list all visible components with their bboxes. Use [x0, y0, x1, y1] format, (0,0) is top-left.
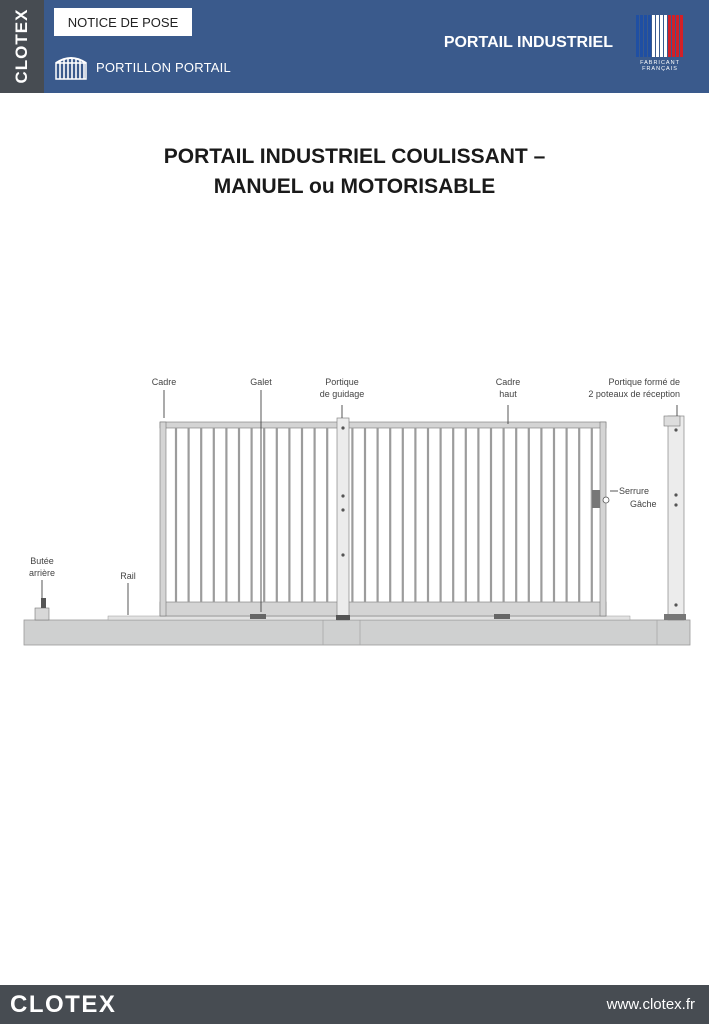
label-cadre-haut-1: Cadre — [495, 377, 521, 387]
gate-icon — [54, 53, 88, 81]
roller — [494, 614, 510, 619]
roller — [250, 614, 266, 619]
rear-stop — [35, 598, 49, 620]
label-galet: Galet — [250, 377, 272, 387]
document-title — [60, 142, 649, 202]
brand-logo-vertical: CLOTEX — [12, 8, 31, 84]
gate-diagram — [0, 360, 709, 660]
subcategory — [54, 52, 231, 82]
label-portique-2: de guidage — [319, 389, 365, 399]
concrete-slab — [24, 620, 690, 645]
label-reception-2: 2 poteaux de réception — [588, 389, 680, 399]
footer-logo: CLOTEX — [10, 991, 117, 1018]
label-butee-1: Butée — [30, 556, 54, 566]
label-cadre: Cadre — [151, 377, 177, 387]
label-reception-1: Portique formé de — [608, 377, 680, 387]
header-title: PORTAIL INDUSTRIEL — [443, 34, 613, 51]
brand-strip — [0, 0, 44, 93]
gate-bars — [176, 428, 592, 602]
label-rail: Rail — [120, 571, 136, 581]
flag-caption: FABRICANT FRANÇAIS — [640, 60, 680, 72]
ground-rail — [108, 616, 630, 620]
label-butee-2: arrière — [28, 568, 56, 578]
notice-badge: NOTICE DE POSE — [54, 8, 192, 36]
footer-url[interactable]: www.clotex.fr — [606, 996, 695, 1013]
label-cadre-haut-2: haut — [499, 389, 517, 399]
gate-frame — [160, 422, 606, 616]
label-gache: Gâche — [630, 499, 657, 509]
guide-post — [336, 418, 350, 620]
label-serrure: Serrure — [619, 486, 650, 496]
reception-post — [664, 416, 686, 620]
header-band — [0, 0, 709, 93]
title-line-1: PORTAIL INDUSTRIEL COULISSANT – — [163, 145, 546, 168]
footer-band — [0, 985, 709, 1024]
title-line-2: MANUEL ou MOTORISABLE — [213, 175, 496, 198]
subcategory-label: PORTILLON PORTAIL — [96, 59, 231, 75]
label-portique-1: Portique — [325, 377, 359, 387]
